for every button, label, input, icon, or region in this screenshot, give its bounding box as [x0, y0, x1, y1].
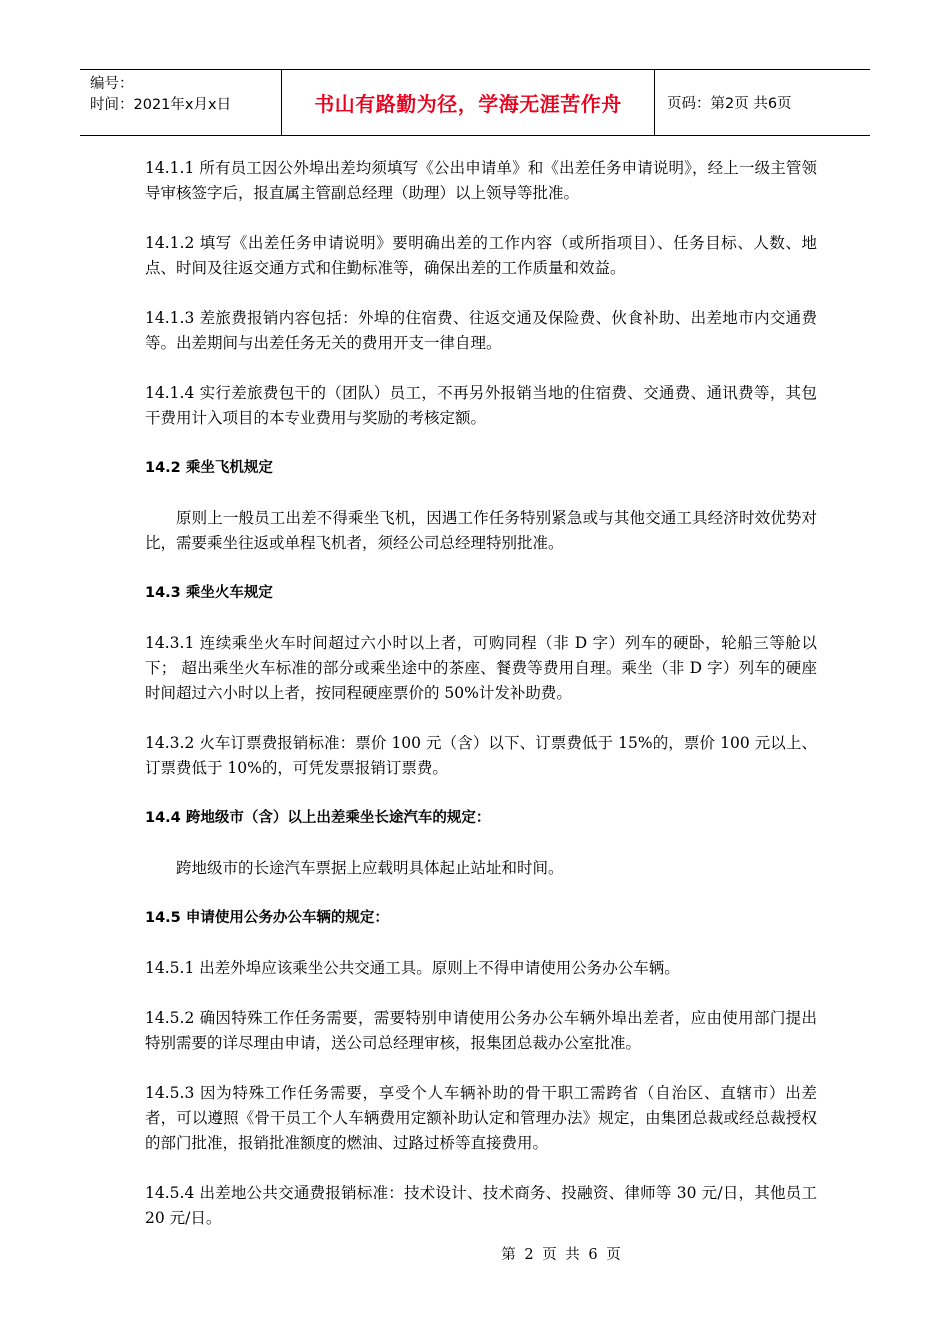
paragraph-14-1-4: 14.1.4 实行差旅费包干的（团队）员工，不再另外报销当地的住宿费、交通费、通讯费等，其包干费用计入项目的本专业费用与奖励的考核定额。	[145, 384, 817, 427]
paragraph-14-5-4: 14.5.4 出差地公共交通费报销标准：技术设计、技术商务、投融资、律师等 30 元/日，其他员工 20 元/日。	[145, 1184, 817, 1227]
page-header	[80, 69, 870, 136]
section-heading-14-4: 14.4 跨地级市（含）以上出差乘坐长途汽车的规定：	[145, 810, 491, 826]
paragraph-14-2: 原则上一般员工出差不得乘坐飞机，因遇工作任务特别紧急或与其他交通工具经济时效优势对比，需要乘坐往返或单程飞机者，须经公司总经理特别批准。	[145, 509, 817, 552]
page-footer: 第 2 页 共 6 页	[501, 1247, 621, 1263]
header-meta	[80, 70, 282, 135]
paragraph-14-3-2: 14.3.2 火车订票费报销标准：票价 100 元（含）以下、订票费低于 15%的，票价 100 元以上、订票费低于 10%的，可凭发票报销订票费。	[145, 734, 817, 777]
paragraph-14-5-2: 14.5.2 确因特殊工作任务需要，需要特别申请使用公务办公车辆外埠出差者，应由使用部门提出特别需要的详尽理由申请，送公司总经理审核，报集团总裁办公室批准。	[145, 1009, 817, 1052]
header-motto: 书山有路勤为径，学海无涯苦作舟	[282, 70, 655, 135]
paragraph-14-4: 跨地级市的长途汽车票据上应载明具体起止站址和时间。	[176, 859, 564, 877]
paragraph-14-1-1: 14.1.1 所有员工因公外埠出差均须填写《公出申请单》和《出差任务申请说明》，经上一级主管领导审核签字后，报直属主管副总经理（助理）以上领导等批准。	[145, 159, 817, 202]
document-body	[145, 156, 817, 1256]
header-page-info: 页码：第2页 共6页	[667, 96, 792, 112]
paragraph-14-1-3: 14.1.3 差旅费报销内容包括：外埠的住宿费、往返交通及保险费、伙食补助、出差地市内交通费等。出差期间与出差任务无关的费用开支一律自理。	[145, 309, 817, 352]
paragraph-14-5-3: 14.5.3 因为特殊工作任务需要，享受个人车辆补助的骨干职工需跨省（自治区、直辖市）出差者，可以遵照《骨干员工个人车辆费用定额补助认定和管理办法》规定，由集团总裁或经总裁授权的部门批准，报销批准额度的燃油、过路过桥等直接费用。	[145, 1084, 817, 1152]
paragraph-14-5-1: 14.5.1 出差外埠应该乘坐公共交通工具。原则上不得申请使用公务办公车辆。	[145, 959, 680, 977]
paragraph-14-1-2: 14.1.2 填写《出差任务申请说明》要明确出差的工作内容（或所指项目）、任务目标、人数、地点、时间及往返交通方式和住勤标准等，确保出差的工作质量和效益。	[145, 234, 817, 277]
paragraph-14-3-1: 14.3.1 连续乘坐火车时间超过六小时以上者，可购同程（非 D 字）列车的硬卧，轮船三等舱以下； 超出乘坐火车标准的部分或乘坐途中的茶座、餐费等费用自理。乘坐（非 D 字）列车的硬座时间超过六小时以上者，按同程硬座票价的 50%计发补助费。	[145, 634, 817, 702]
document-number-label: 编号：	[90, 76, 134, 92]
section-heading-14-2: 14.2 乘坐飞机规定	[145, 460, 273, 476]
document-time-label: 时间：2021年x月x日	[90, 97, 232, 113]
section-heading-14-5: 14.5 申请使用公务办公车辆的规定：	[145, 910, 389, 926]
section-heading-14-3: 14.3 乘坐火车规定	[145, 585, 273, 601]
